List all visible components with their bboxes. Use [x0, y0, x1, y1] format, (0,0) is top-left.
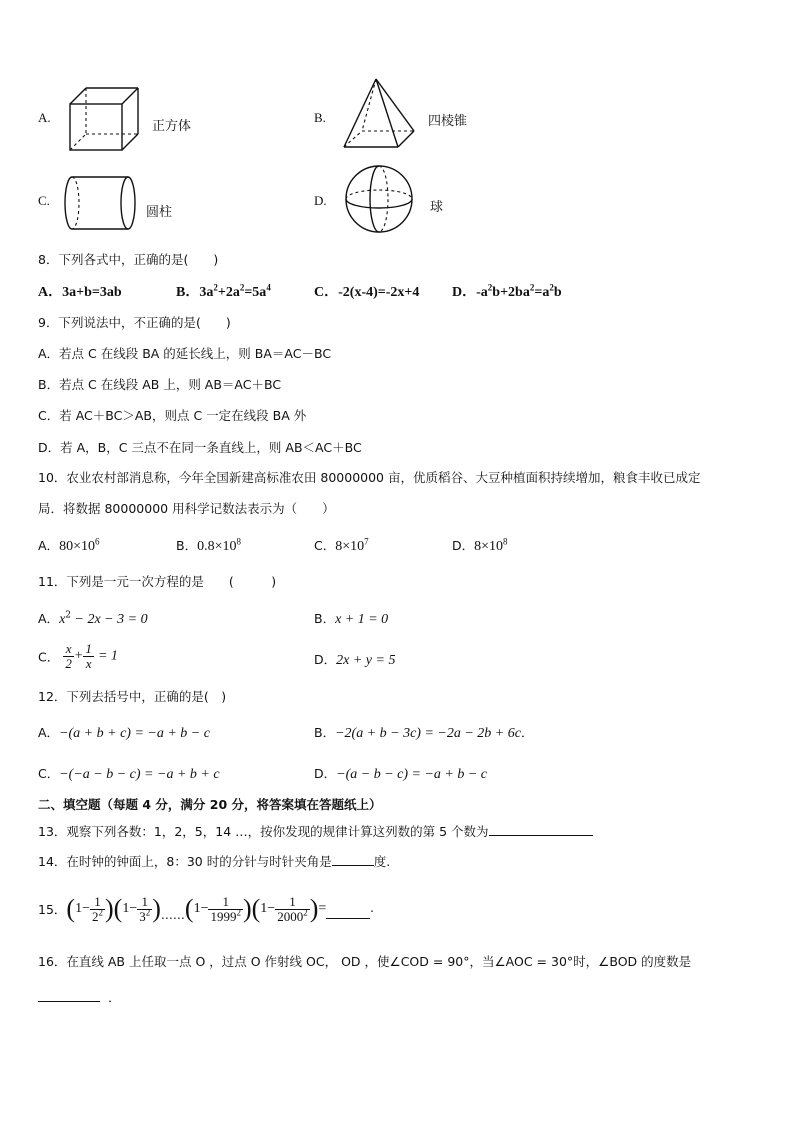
q8-option-a: A．3a+b=3ab [38, 285, 122, 300]
q10-option-a: A．$80\times 10^6$ [38, 536, 100, 554]
q10-stem-line1: 10．农业农村部消息称，今年全国新建高标准农田 80000000 亩，优质稻谷、大豆种植面积持续增加，粮食丰收已成定 [38, 470, 701, 485]
q12-option-a: A．−(a + b + c) = −a + b − c [38, 725, 210, 741]
q12-option-b: B．−2(a + b − 3c) = −2a − 2b + 6c． [314, 725, 534, 741]
q14-answer-blank[interactable] [332, 853, 374, 866]
q16-stem: 16．在直线 AB 上任取一点 O ，过点 O 作射线 OC， OD ，使∠COD = 90°，当∠AOC = 30°时，∠BOD 的度数是 [38, 954, 692, 969]
q9-stem: 9．下列说法中，不正确的是( ) [38, 315, 231, 330]
q9-option-a: A．若点 C 在线段 BA 的延长线上，则 BA＝AC－BC [38, 346, 332, 361]
q12-stem: 12．下列去括号中，正确的是( ) [38, 689, 227, 704]
q11-option-b: B．x + 1 = 0 [314, 611, 389, 627]
q8-option-c: C．-2(x-4)=-2x+4 [314, 285, 420, 300]
q14: 14．在时钟的钟面上，8：30 时的分针与时针夹角是 度. [38, 854, 391, 869]
q11-option-d: D．2x + y = 5 [314, 652, 396, 668]
q16-answer: ． [38, 988, 121, 1006]
q8-stem: 8．下列各式中，正确的是( ) [38, 252, 219, 267]
q9-option-b: B．若点 C 在线段 AB 上，则 AB＝AC＋BC [38, 377, 282, 392]
q9-option-d: D．若 A，B，C 三点不在同一条直线上，则 AB＜AC＋BC [38, 440, 362, 455]
q11-option-c: C． $\frac{x}{2}$ + $\frac{1}{x}$ = 1 [38, 641, 118, 671]
section-heading: 二、填空题（每题 4 分，满分 20 分，将答案填在答题纸上） [38, 797, 382, 812]
sphere-figure [344, 164, 416, 236]
shape-name-cube: 正方体 [152, 119, 192, 134]
q11-stem: 11．下列是一元一次方程的是 ( ) [38, 574, 277, 589]
q10-option-d: D．$8\times 10^8$ [452, 536, 508, 554]
q10-stem-line2: 局．将数据 80000000 用科学记数法表示为（ ） [38, 501, 335, 516]
q11-option-a: A．$x^2 - 2x - 3 = 0$ [38, 610, 148, 627]
q15-answer-blank[interactable] [326, 906, 370, 919]
option-label-b: B. [314, 110, 326, 125]
q8-option-b: B．$3a^2+2a^2=5a^4$ [176, 282, 271, 300]
q12-option-d: D．−(a − b − c) = −a + b − c [314, 766, 488, 782]
q13: 13．观察下列各数：1，2，5，14 …，按你发现的规律计算这列数的第 5 个数为 [38, 822, 593, 840]
q8-option-d: D．$-a^2b+2ba^2=a^2b$ [452, 282, 562, 300]
option-label-c: C. [38, 193, 50, 208]
q10-option-b: B．$0.8\times 10^8$ [176, 536, 241, 554]
shape-name-pyramid: 四棱锥 [428, 114, 468, 129]
option-label-d: D. [314, 193, 327, 208]
pyramid-figure [340, 77, 416, 151]
shape-name-sphere: 球 [430, 200, 444, 215]
q16-answer-blank[interactable] [38, 989, 100, 1002]
option-label-a: A. [38, 110, 51, 125]
cube-figure [68, 86, 140, 152]
shape-name-cylinder: 圆柱 [146, 205, 173, 220]
q12-option-c: C．−(−a − b − c) = −a + b + c [38, 766, 220, 782]
q15: 15． ( 1− $\frac{1}{2^2}$ )( 1− $\frac{1}{3^2}$ ) …… ( 1− $\frac{1}{1999^2}$ )( 1− $\frac{1}{2000^2}$ ) = . [38, 893, 374, 924]
cylinder-figure [64, 174, 138, 232]
q10-option-c: C．$8\times 10^7$ [314, 536, 369, 554]
q13-answer-blank[interactable] [489, 823, 593, 836]
q9-option-c: C．若 AC＋BC＞AB，则点 C 一定在线段 BA 外 [38, 408, 307, 423]
